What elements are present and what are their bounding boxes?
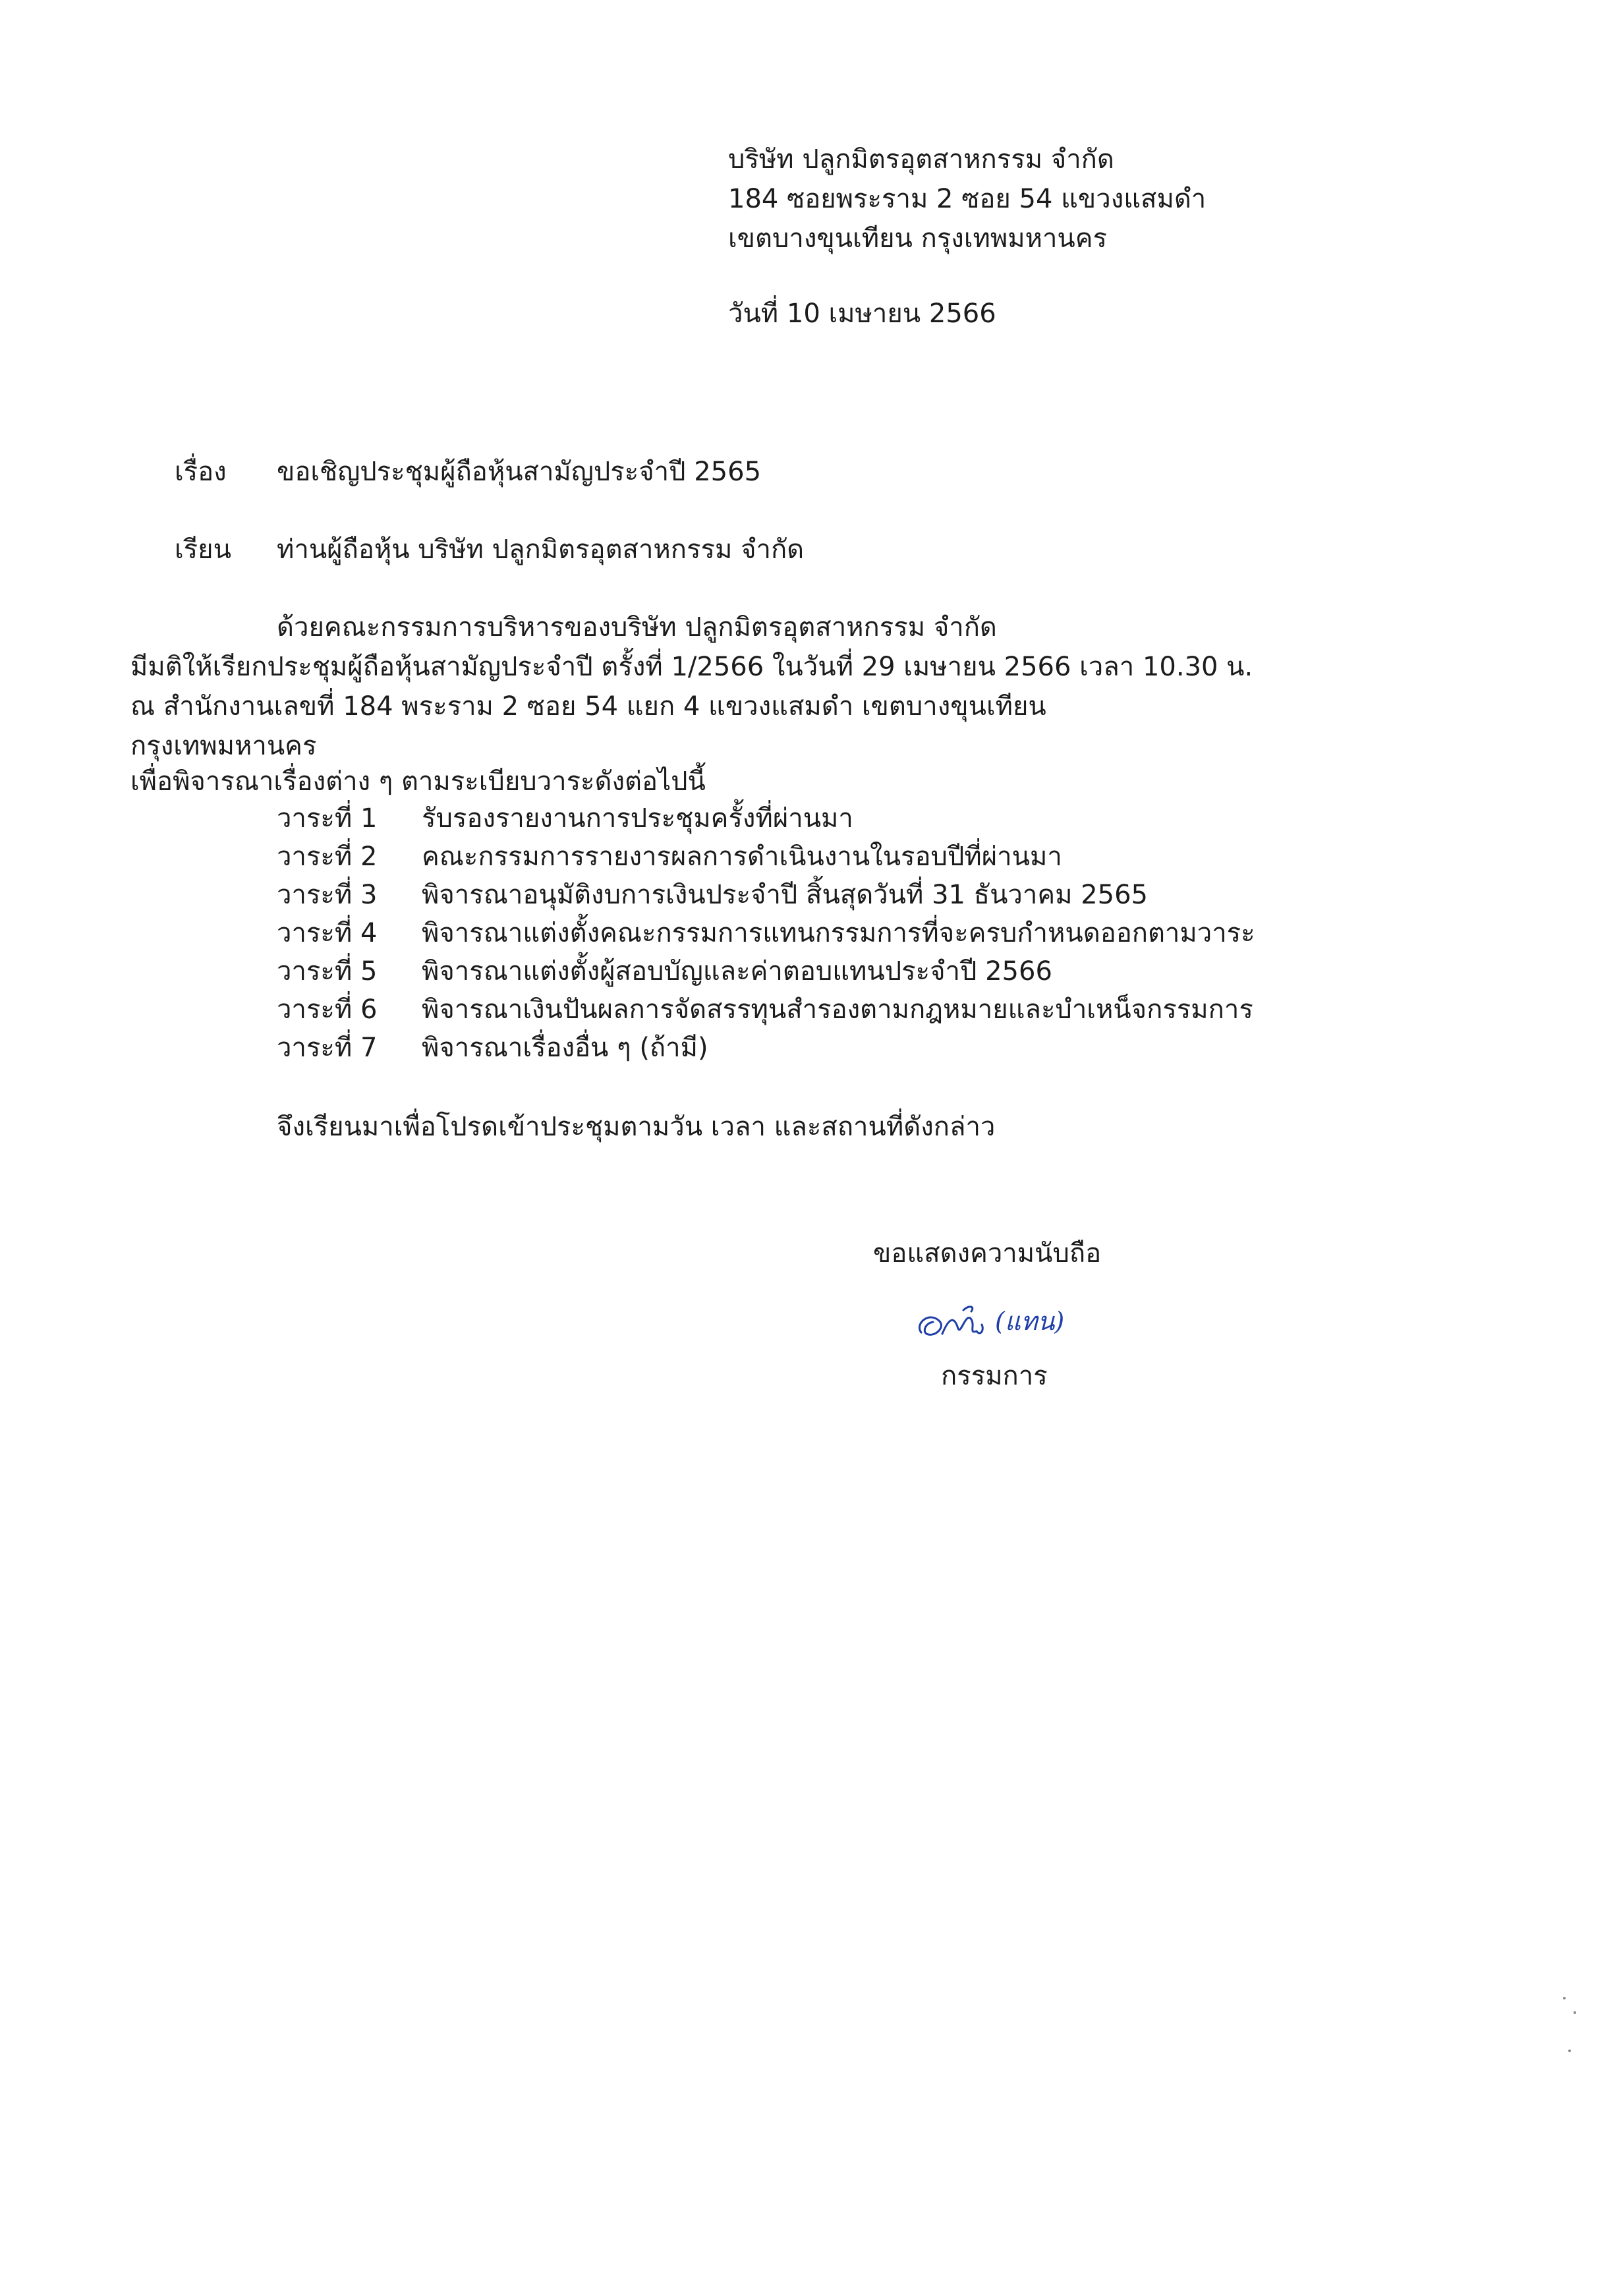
agenda-item-5-label: วาระที่ 5 (277, 956, 378, 987)
agenda-item-1-text: รับรองรายงานการประชุมครั้งที่ผ่านมา (422, 803, 853, 834)
recipient-label: เรียน (175, 534, 231, 565)
body-line-5: เพื่อพิจารณาเรื่องต่าง ๆ ตามระเบียบวาระดังต่อไปนี้ (130, 766, 706, 797)
agenda-item-4-label: วาระที่ 4 (277, 918, 378, 948)
sign-off: ขอแสดงความนับถือ (873, 1238, 1102, 1269)
signatory-title: กรรมการ (941, 1361, 1048, 1391)
agenda-item-7-label: วาระที่ 7 (277, 1033, 378, 1063)
scan-speck (1568, 2050, 1571, 2052)
subject-label: เรื่อง (175, 457, 227, 487)
agenda-item-3-label: วาระที่ 3 (277, 880, 378, 910)
letter-date: วันที่ 10 เมษายน 2566 (728, 299, 996, 329)
sender-address-line2: เขตบางขุนเทียน กรุงเทพมหานคร (728, 223, 1108, 254)
signature-annotation: (แทน) (995, 1307, 1065, 1336)
body-line-3: ณ สำนักงานเลขที่ 184 พระราม 2 ซอย 54 แยก 4 แขวงแสมดำ เขตบางขุนเทียน (130, 691, 1046, 722)
agenda-item-7-text: พิจารณาเรื่องอื่น ๆ (ถ้ามี) (422, 1033, 708, 1063)
agenda-item-5-text: พิจารณาแต่งตั้งผู้สอบบัญและค่าตอบแทนประจำปี 2566 (422, 956, 1052, 987)
scan-speck (1574, 2011, 1576, 2014)
agenda-item-2-label: วาระที่ 2 (277, 842, 378, 872)
agenda-item-2-text: คณะกรรมการรายงารผลการดำเนินงานในรอบปีที่ผ่านมา (422, 842, 1062, 872)
body-line-1: ด้วยคณะกรรมการบริหารของบริษัท ปลูกมิตรอุตสาหกรรม จำกัด (277, 612, 997, 643)
subject-text: ขอเชิญประชุมผู้ถือหุ้นสามัญประจำปี 2565 (277, 457, 762, 487)
agenda-item-6-label: วาระที่ 6 (277, 994, 378, 1025)
agenda-item-6-text: พิจารณาเงินปันผลการจัดสรรทุนสำรองตามกฎหมายและบำเหน็จกรรมการ (422, 994, 1253, 1025)
recipient-text: ท่านผู้ถือหุ้น บริษัท ปลูกมิตรอุตสาหกรรม จำกัด (277, 534, 805, 565)
body-line-2: มีมติให้เรียกประชุมผู้ถือหุ้นสามัญประจำปี ตรั้งที่ 1/2566 ในวันที่ 29 เมษายน 2566 เวลา 10.30 น. (130, 652, 1253, 682)
closing-text: จึงเรียนมาเพื่อโปรดเข้าประชุมตามวัน เวลา และสถานที่ดังกล่าว (277, 1112, 996, 1142)
agenda-item-1-label: วาระที่ 1 (277, 803, 378, 834)
scan-speck (1563, 1997, 1566, 1999)
agenda-item-4-text: พิจารณาแต่งตั้งคณะกรรมการแทนกรรมการที่จะครบกำหนดออกตามวาระ (422, 918, 1255, 948)
sender-address-line1: 184 ซอยพระราม 2 ซอย 54 แขวงแสมดำ (728, 184, 1207, 214)
signature-scribble (903, 1292, 1140, 1358)
sender-company: บริษัท ปลูกมิตรอุตสาหกรรม จำกัด (728, 144, 1114, 175)
agenda-item-3-text: พิจารณาอนุมัติงบการเงินประจำปี สิ้นสุดวันที่ 31 ธันวาคม 2565 (422, 880, 1148, 910)
body-line-4: กรุงเทพมหานคร (130, 731, 317, 761)
